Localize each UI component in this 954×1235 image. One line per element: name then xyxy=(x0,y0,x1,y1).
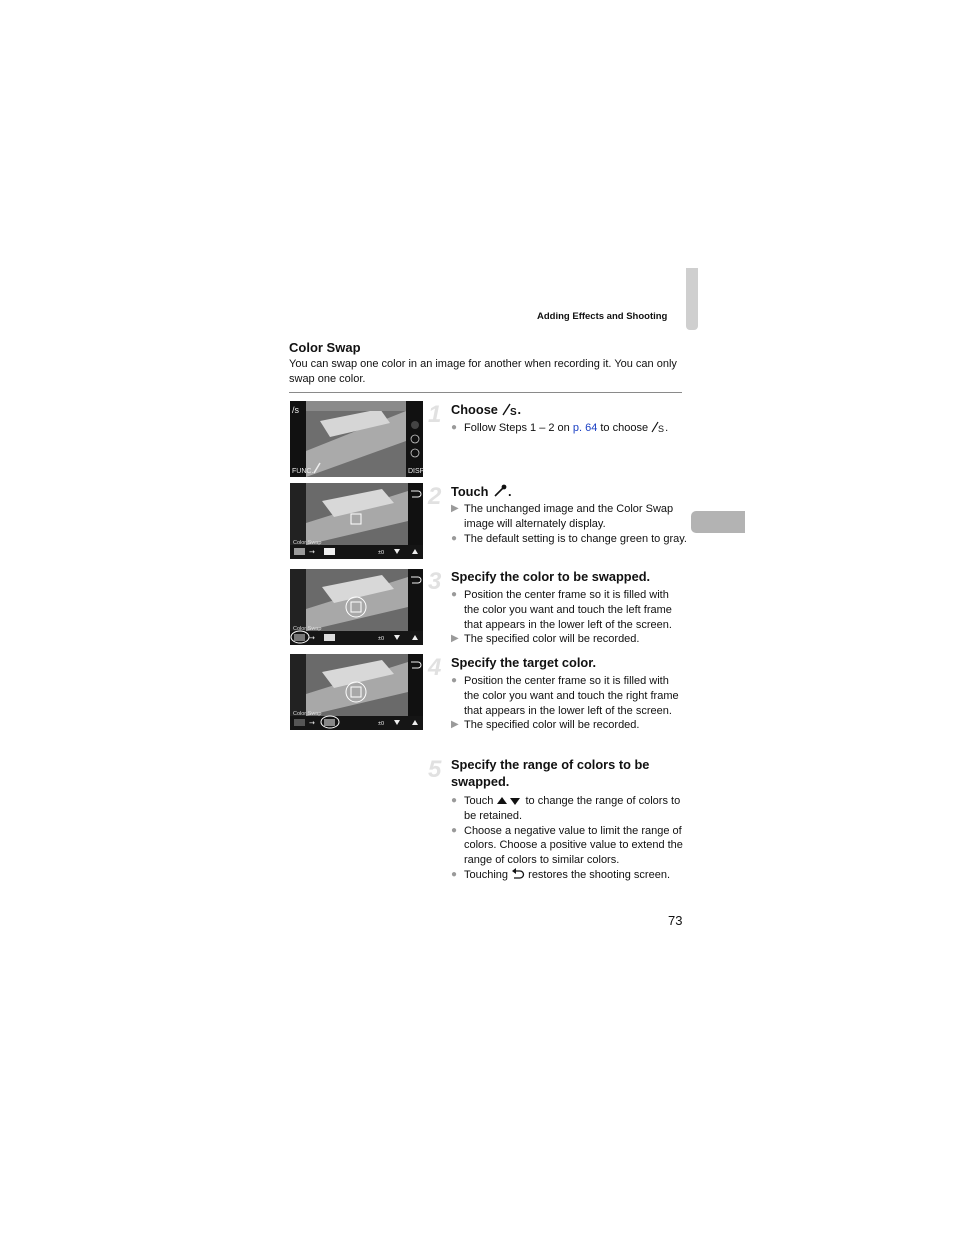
step-bullets xyxy=(451,502,687,546)
running-header: Adding Effects and Shooting xyxy=(537,311,668,322)
step-number: 4 xyxy=(428,654,442,681)
color-swap-mode-icon xyxy=(502,402,518,416)
svg-text:S: S xyxy=(658,424,665,434)
bullet-circle-icon: ● xyxy=(451,589,458,600)
bullet-triangle-icon: ▶ xyxy=(451,633,459,645)
list-item: ● Position the center frame so it is filled with the color you want and touch the right frame that appears in the lower left of the screen. xyxy=(451,675,679,717)
svg-text:→: → xyxy=(309,634,315,642)
camera-screen-step3 xyxy=(290,569,423,645)
step-title: Specify the color to be swapped. xyxy=(451,569,651,584)
camera-screen-step4 xyxy=(290,654,423,730)
list-item: ● Position the center frame so it is filled with the color you want and touch the left frame that appears in the lower left of the screen. xyxy=(451,589,672,631)
color-swap-label: Color Swap xyxy=(293,626,322,632)
color-swap-label: Color Swap xyxy=(293,711,322,717)
svg-text:→: → xyxy=(309,719,315,727)
list-item: ● Choose a negative value to limit the range of colors. Choose a positive value to extend the range of colors to similar colors. xyxy=(451,824,683,867)
step-title: Choose S . xyxy=(451,402,522,418)
step-bullets xyxy=(451,421,687,436)
step-number: 3 xyxy=(428,568,442,595)
bullet-circle-icon: ● xyxy=(451,675,458,686)
chapter-marker-bar xyxy=(686,268,698,330)
camera-screen-step2 xyxy=(290,483,423,559)
chapter-thumb-tab xyxy=(691,511,745,533)
bullet-circle-icon: ● xyxy=(451,824,458,836)
page-number: 73 xyxy=(668,913,683,928)
svg-text:→: → xyxy=(309,548,315,556)
disp-label: DISP. xyxy=(408,468,426,475)
list-item: ▶ The specified color will be recorded. xyxy=(451,719,640,732)
range-value: ±0 xyxy=(378,550,385,556)
range-value: ±0 xyxy=(378,721,385,727)
section-intro: You can swap one color in an image for another when recording it. You can only swap one color. xyxy=(289,358,677,385)
color-swap-mode-icon xyxy=(651,421,665,433)
up-down-arrows-icon xyxy=(496,796,522,806)
section-title: Color Swap xyxy=(289,340,361,355)
range-value: ±0 xyxy=(378,636,385,642)
list-item: ▶ The specified color will be recorded. xyxy=(451,633,640,646)
page-link[interactable]: p. 64 xyxy=(572,422,598,434)
camera-screen-step1 xyxy=(290,401,426,477)
list-item: ● The default setting is to change green to gray. xyxy=(451,532,687,545)
bullet-triangle-icon: ▶ xyxy=(451,503,459,514)
svg-text:S: S xyxy=(509,407,517,418)
eyedropper-icon xyxy=(492,484,508,498)
step-bullets xyxy=(451,794,687,883)
bullet-circle-icon: ● xyxy=(451,532,458,544)
step-number: 5 xyxy=(428,756,442,783)
step-title-text: Touch xyxy=(451,484,489,499)
step-title: Specify the target color. xyxy=(451,655,597,670)
func-label: FUNC. xyxy=(292,468,314,475)
color-swap-label: Color Swap xyxy=(293,540,322,546)
step-title: Specify the range of colors to be swapped. xyxy=(451,757,650,789)
bullet-circle-icon: ● xyxy=(451,422,458,433)
divider xyxy=(289,392,682,393)
list-item: ● Follow Steps 1 – 2 on p. 64 to choose S . xyxy=(451,422,669,434)
list-item: ● Touch to change the range of colors to be retained. xyxy=(451,795,681,822)
bullet-circle-icon: ● xyxy=(451,868,458,880)
svg-text:/s: /s xyxy=(292,405,300,415)
return-icon xyxy=(511,868,525,880)
step-bullets xyxy=(451,588,687,647)
list-item: ▶ The unchanged image and the Color Swap image will alternately display. xyxy=(451,503,674,530)
step-bullets xyxy=(451,674,687,733)
step-title: Touch . xyxy=(451,484,512,499)
bullet-circle-icon: ● xyxy=(451,795,458,806)
step-number: 2 xyxy=(428,483,442,510)
step-number: 1 xyxy=(428,401,442,428)
list-item: ● Touching restores the shooting screen. xyxy=(451,868,671,881)
step-title-text: Choose xyxy=(451,402,498,417)
bullet-triangle-icon: ▶ xyxy=(451,719,459,731)
